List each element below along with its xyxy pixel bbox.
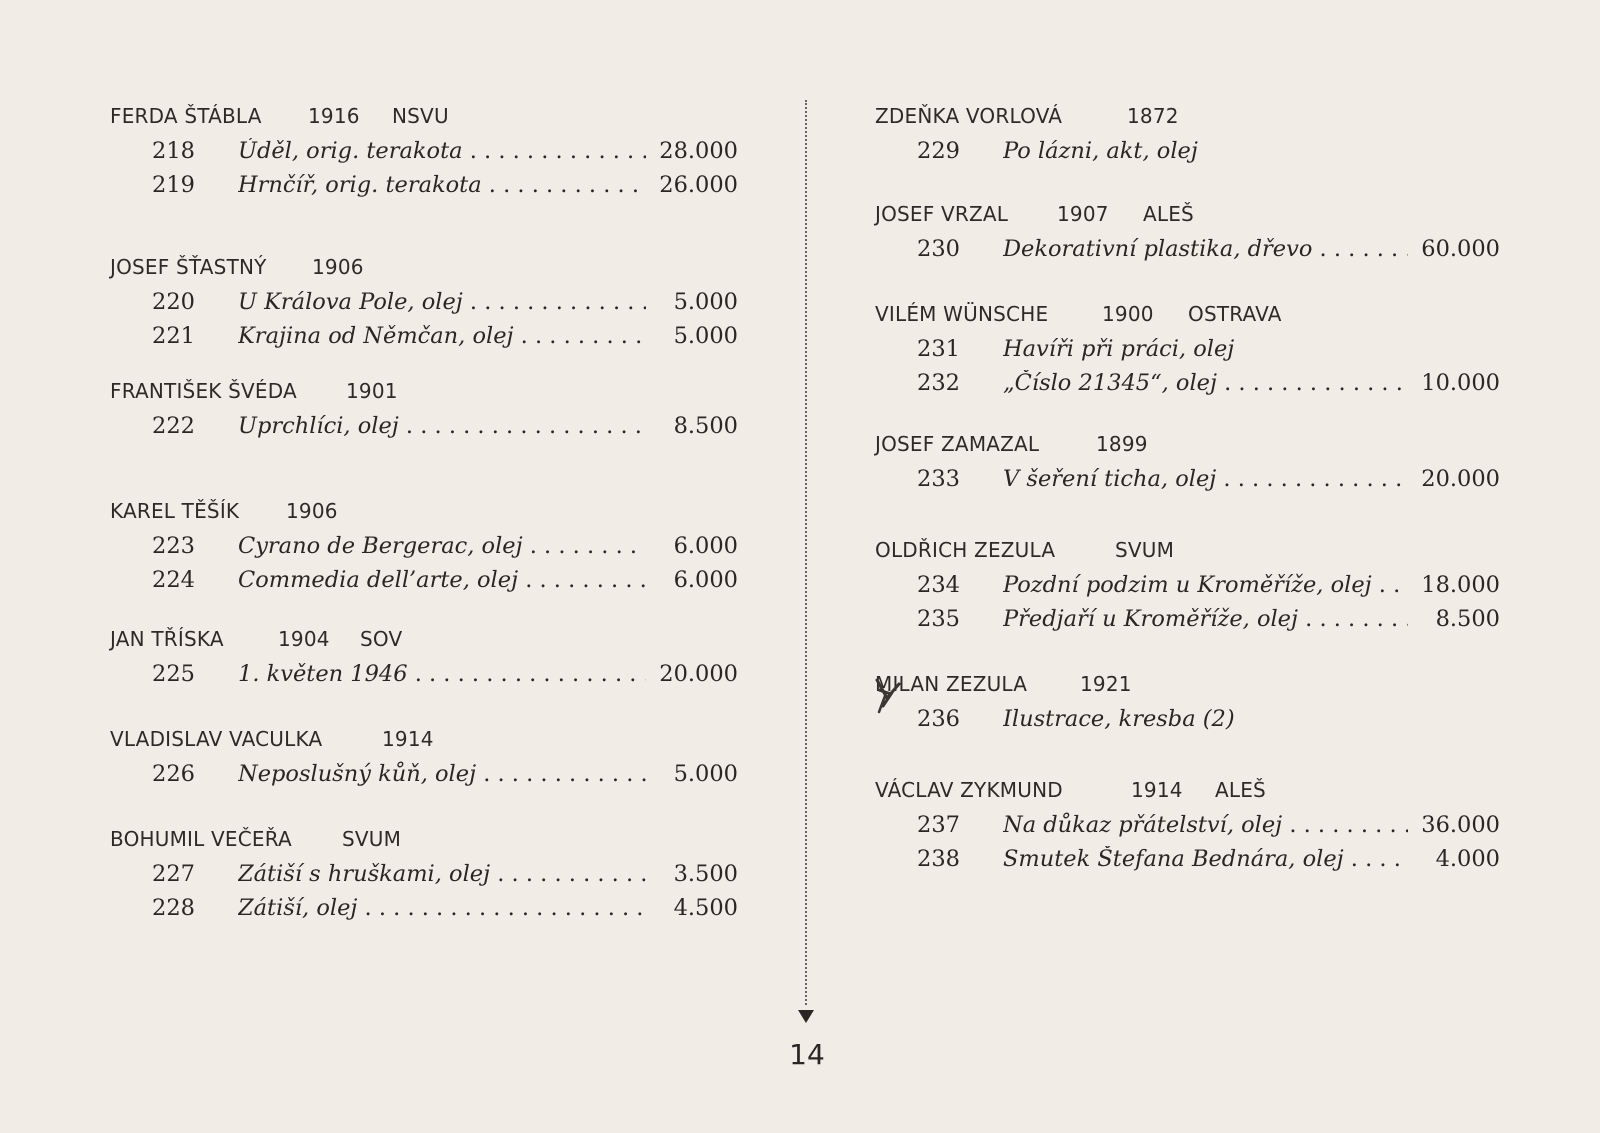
artist-name: OLDŘICH ZEZULA (875, 538, 1056, 562)
artist-name: KAREL TĚŠÍK (110, 499, 240, 523)
entry-number: 225 (152, 661, 195, 687)
entry-number: 221 (152, 323, 195, 349)
entry-title: Smutek Štefana Bednára, olej . . . (1003, 846, 1408, 872)
artist-heading (110, 721, 738, 757)
catalog-entry (875, 842, 1500, 876)
artist-name: FRANTIŠEK ŠVÉDA (110, 379, 297, 403)
entry-price: 60.000 (1421, 236, 1500, 262)
artist-heading (875, 426, 1500, 462)
artist-year: 1921 (1080, 672, 1132, 696)
entry-price: 5.000 (673, 289, 738, 315)
page-number: 14 (789, 1038, 825, 1071)
catalog-entry (875, 568, 1500, 602)
catalog-entry (110, 134, 738, 168)
entry-title: Commedia dell’arte, olej . . . (238, 567, 646, 593)
artist-name: JAN TŘÍSKA (110, 627, 224, 651)
artist-year: 1906 (286, 499, 338, 523)
artist-heading (875, 666, 1500, 702)
artist-heading (875, 296, 1500, 332)
catalog-entry (875, 134, 1500, 168)
artist-year: 1916 (308, 104, 360, 128)
artist-year: 1914 (1131, 778, 1183, 802)
artist-group: ALEŠ (1215, 778, 1266, 802)
artist-name: VÁCLAV ZYKMUND (875, 778, 1063, 802)
entry-title: Krajina od Němčan, olej . . . (238, 323, 646, 349)
entry-title: Úděl, orig. terakota . . . (238, 138, 646, 164)
entry-price: 6.000 (673, 533, 738, 559)
entry-number: 236 (917, 706, 960, 732)
entry-number: 231 (917, 336, 960, 362)
artist-year: 1906 (312, 255, 364, 279)
catalog-entry (110, 168, 738, 202)
artist-heading (875, 196, 1500, 232)
entry-price: 6.000 (673, 567, 738, 593)
artist-name: ZDEŇKA VORLOVÁ (875, 104, 1063, 128)
artist-year: 1900 (1102, 302, 1154, 326)
handwritten-check-mark-icon (873, 676, 903, 714)
entry-number: 237 (917, 812, 960, 838)
artist-year: 1914 (382, 727, 434, 751)
artist-heading (875, 772, 1500, 808)
artist-year: 1901 (346, 379, 398, 403)
catalog-entry (110, 857, 738, 891)
entry-number: 238 (917, 846, 960, 872)
entry-price: 20.000 (659, 661, 738, 687)
entry-price: 3.500 (673, 861, 738, 887)
artist-name: JOSEF ŠŤASTNÝ (110, 255, 267, 279)
catalog-entry (110, 529, 738, 563)
artist-heading (110, 621, 738, 657)
entry-title: Havíři při práci, olej (1003, 336, 1235, 362)
right-column (875, 98, 1500, 876)
catalog-entry (875, 808, 1500, 842)
entry-number: 219 (152, 172, 195, 198)
artist-name: FERDA ŠTÁBLA (110, 104, 262, 128)
entry-number: 233 (917, 466, 960, 492)
entry-number: 226 (152, 761, 195, 787)
artist-heading (875, 98, 1500, 134)
catalog-entry (110, 563, 738, 597)
artist-group: OSTRAVA (1188, 302, 1282, 326)
artist-name: VLADISLAV VACULKA (110, 727, 323, 751)
catalog-entry (875, 332, 1500, 366)
entry-title: Dekorativní plastika, dřevo . . . (1003, 236, 1408, 262)
catalog-entry (875, 232, 1500, 266)
entry-number: 224 (152, 567, 195, 593)
entry-title: „Číslo 21345“, olej . . . (1003, 370, 1408, 396)
entry-title: Neposlušný kůň, olej . . . (238, 761, 646, 787)
catalog-entry (875, 462, 1500, 496)
entry-title: V šeření ticha, olej . . . (1003, 466, 1408, 492)
entry-price: 4.500 (673, 895, 738, 921)
entry-price: 5.000 (673, 761, 738, 787)
entry-title: Předjaří u Kroměříže, olej . . . (1003, 606, 1408, 632)
entry-number: 229 (917, 138, 960, 164)
entry-title: U Králova Pole, olej . . . (238, 289, 646, 315)
entry-title: Zátiší, olej . . . (238, 895, 646, 921)
entry-title: Uprchlíci, olej . . . (238, 413, 646, 439)
catalog-entry (110, 757, 738, 791)
artist-heading (110, 373, 738, 409)
catalog-entry (875, 602, 1500, 636)
entry-number: 227 (152, 861, 195, 887)
artist-year: 1904 (278, 627, 330, 651)
entry-title: Cyrano de Bergerac, olej . . . (238, 533, 646, 559)
entry-price: 5.000 (673, 323, 738, 349)
artist-heading (110, 98, 738, 134)
column-divider (805, 100, 807, 1005)
left-column (110, 98, 738, 925)
artist-year: 1899 (1096, 432, 1148, 456)
artist-year: 1907 (1057, 202, 1109, 226)
catalog-entry (875, 366, 1500, 400)
entry-price: 36.000 (1421, 812, 1500, 838)
catalog-entry (875, 702, 1500, 736)
artist-name: MILAN ZEZULA (875, 672, 1028, 696)
entry-price: 26.000 (659, 172, 738, 198)
artist-heading (110, 493, 738, 529)
entry-price: 8.500 (673, 413, 738, 439)
entry-number: 235 (917, 606, 960, 632)
entry-price: 8.500 (1435, 606, 1500, 632)
entry-title: Zátiší s hruškami, olej . . . (238, 861, 646, 887)
artist-group: SVUM (1115, 538, 1175, 562)
artist-heading (110, 821, 738, 857)
entry-price: 28.000 (659, 138, 738, 164)
catalog-entry (110, 657, 738, 691)
artist-group: SVUM (342, 827, 402, 851)
entry-title: Po lázni, akt, olej (1003, 138, 1198, 164)
catalog-entry (110, 319, 738, 353)
entry-price: 4.000 (1435, 846, 1500, 872)
catalog-entry (110, 891, 738, 925)
entry-price: 18.000 (1421, 572, 1500, 598)
entry-title: Hrnčíř, orig. terakota . . . (238, 172, 646, 198)
entry-title: Na důkaz přátelství, olej . . . (1003, 812, 1408, 838)
entry-number: 220 (152, 289, 195, 315)
artist-group: NSVU (392, 104, 449, 128)
entry-number: 228 (152, 895, 195, 921)
catalog-entry (110, 409, 738, 443)
artist-group: ALEŠ (1143, 202, 1194, 226)
artist-name: VILÉM WÜNSCHE (875, 302, 1049, 326)
entry-number: 232 (917, 370, 960, 396)
artist-name: JOSEF ZAMAZAL (875, 432, 1040, 456)
artist-heading (875, 532, 1500, 568)
entry-title: Pozdní podzim u Kroměříže, olej . . . (1003, 572, 1408, 598)
entry-title: Ilustrace, kresba (2) (1003, 706, 1235, 732)
entry-title: 1. květen 1946 . . . (238, 661, 646, 687)
artist-name: JOSEF VRZAL (875, 202, 1009, 226)
entry-number: 230 (917, 236, 960, 262)
catalog-entry (110, 285, 738, 319)
entry-number: 218 (152, 138, 195, 164)
entry-number: 234 (917, 572, 960, 598)
artist-heading (110, 249, 738, 285)
entry-price: 20.000 (1421, 466, 1500, 492)
artist-year: 1872 (1127, 104, 1179, 128)
entry-number: 223 (152, 533, 195, 559)
arrow-down-icon (798, 1010, 814, 1023)
entry-price: 10.000 (1421, 370, 1500, 396)
artist-name: BOHUMIL VEČEŘA (110, 827, 292, 851)
artist-group: SOV (360, 627, 403, 651)
entry-number: 222 (152, 413, 195, 439)
